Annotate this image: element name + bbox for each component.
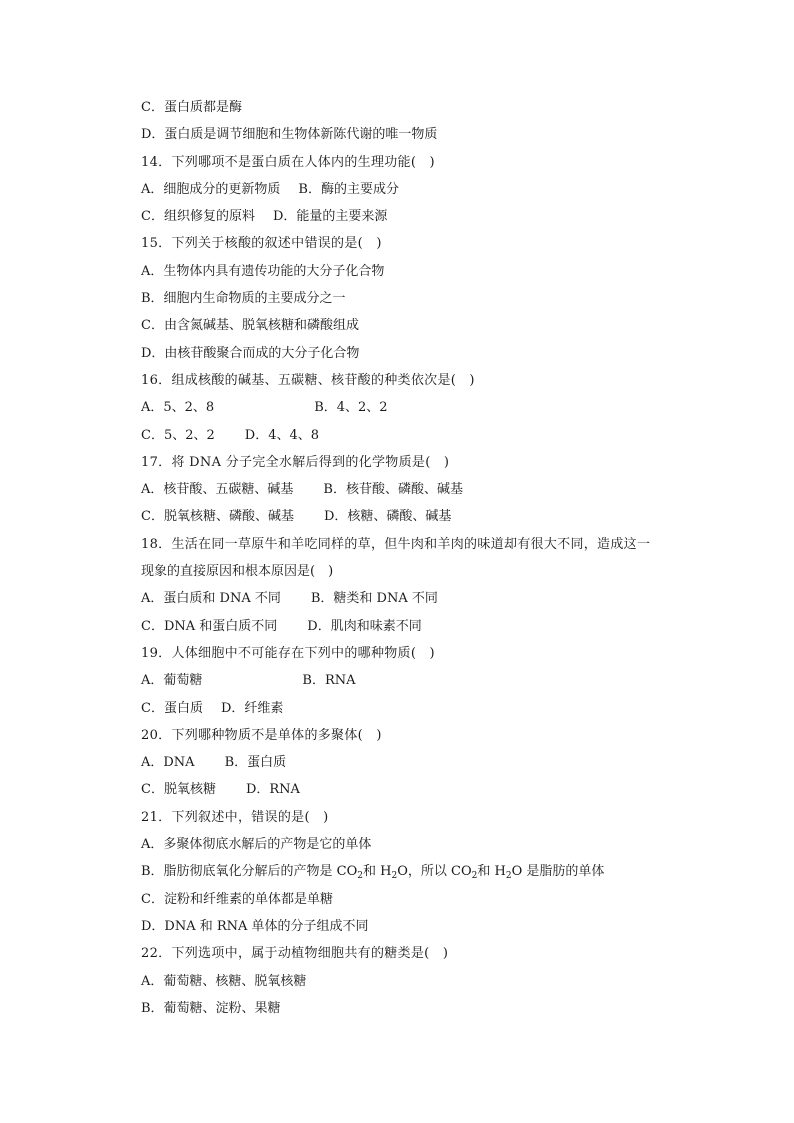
q13-option-c: C．蛋白质都是酶 xyxy=(141,100,242,115)
q18-option-b: B．糖类和 DNA 不同 xyxy=(310,591,438,607)
q20-option-a: A．DNA xyxy=(141,755,195,771)
q21-option-b-text-4: 和 H xyxy=(477,864,506,880)
q21-option-b-subscript-3: 2 xyxy=(471,871,478,882)
q13-option-d: D．蛋白质是调节细胞和生物体新陈代谢的唯一物质 xyxy=(141,127,438,143)
q20-option-c: C．脱氧核糖 xyxy=(141,782,216,798)
q21-option-c: C．淀粉和纤维素的单体都是单糖 xyxy=(141,891,333,907)
q18-option-d: D．肌肉和味素不同 xyxy=(307,618,422,634)
q14-option-b: B．酶的主要成分 xyxy=(298,181,399,197)
q16-options-ab xyxy=(141,394,701,421)
q21-option-b-subscript-1: 2 xyxy=(357,871,364,882)
q22-stem: 22．下列选项中，属于动植物细胞共有的糖类是( ) xyxy=(141,946,449,962)
q22-option-b: B．葡萄糖、淀粉、果糖 xyxy=(141,1000,281,1016)
q19-option-c: C．蛋白质 xyxy=(141,700,203,716)
q17-options-cd xyxy=(141,503,701,530)
q14-options-ab xyxy=(141,176,701,203)
q17-option-c: C．脱氧核糖、磷酸、碱基 xyxy=(141,509,294,525)
q16-option-c: C．5、2、2 xyxy=(141,427,215,443)
q15-option-d: D．由核苷酸聚合而成的大分子化合物 xyxy=(141,345,360,361)
q19-option-d: D．纤维素 xyxy=(220,700,284,716)
q18-stem-line-2: 现象的直接原因和根本原因是( ) xyxy=(141,564,334,580)
q21-option-d: D．DNA 和 RNA 单体的分子组成不同 xyxy=(141,918,369,934)
q21-option-b-subscript-4: 2 xyxy=(505,871,512,882)
q21-option-a: A．多聚体彻底水解后的产物是它的单体 xyxy=(141,837,372,853)
q21-option-b-subscript-2: 2 xyxy=(391,871,398,882)
q16-option-a: A．5、2、8 xyxy=(141,400,215,416)
q19-stem: 19．人体细胞中不可能存在下列中的哪种物质( ) xyxy=(141,645,435,661)
q15-option-c: C．由含氮碱基、脱氧核糖和磷酸组成 xyxy=(141,318,359,334)
q22-option-a: A．葡萄糖、核糖、脱氧核糖 xyxy=(141,973,307,989)
q17-option-b: B．核苷酸、磷酸、碱基 xyxy=(323,482,463,498)
q21-option-b-text-5: O 是脂肪的单体 xyxy=(511,864,605,880)
q14-option-c: C．组织修复的原料 xyxy=(141,209,255,225)
q19-option-b: B．RNA xyxy=(302,673,356,689)
q14-option-d: D．能量的主要来源 xyxy=(272,209,388,225)
q18-stem-line-1: 18．生活在同一草原牛和羊吃同样的草，但牛肉和羊肉的味道却有很大不同，造成这一 xyxy=(141,536,651,552)
q14-stem: 14．下列哪项不是蛋白质在人体内的生理功能( ) xyxy=(141,154,435,170)
q14-option-a: A．细胞成分的更新物质 xyxy=(141,181,281,197)
q17-option-d: D．核糖、磷酸、碱基 xyxy=(323,509,452,525)
q17-option-a: A．核苷酸、五碳糖、碱基 xyxy=(141,482,294,498)
q21-option-b-text-1: B．脂肪彻底氧化分解后的产物是 CO xyxy=(141,864,358,880)
q21-option-b xyxy=(141,858,701,885)
q19-options-cd xyxy=(141,695,701,722)
q14-options-cd xyxy=(141,203,701,230)
q21-stem: 21．下列叙述中，错误的是( ) xyxy=(141,809,329,825)
q19-options-ab xyxy=(141,667,701,694)
q19-option-a: A．葡萄糖 xyxy=(141,673,203,689)
q16-option-b: B．4、2、2 xyxy=(314,400,388,416)
q20-stem: 20．下列哪种物质不是单体的多聚体( ) xyxy=(141,727,382,743)
q15-stem: 15．下列关于核酸的叙述中错误的是( ) xyxy=(141,236,382,252)
q16-option-d: D．4、4、8 xyxy=(244,427,320,443)
q17-stem: 17．将 DNA 分子完全水解后得到的化学物质是( ) xyxy=(141,454,450,470)
q18-option-a: A．蛋白质和 DNA 不同 xyxy=(141,591,281,607)
q21-option-b-text-2: 和 H xyxy=(363,864,392,880)
q20-options-cd xyxy=(141,776,701,803)
q15-option-a: A．生物体内具有遗传功能的大分子化合物 xyxy=(141,263,385,279)
q17-options-ab xyxy=(141,476,701,503)
q18-options-ab xyxy=(141,585,701,612)
q18-option-c: C．DNA 和蛋白质不同 xyxy=(141,618,278,634)
question-list xyxy=(141,94,701,1022)
q18-options-cd xyxy=(141,613,701,640)
q20-option-d: D．RNA xyxy=(245,782,300,798)
q20-option-b: B．蛋白质 xyxy=(224,755,287,771)
q20-options-ab xyxy=(141,749,701,776)
q16-options-cd xyxy=(141,422,701,449)
q21-option-b-text-3: O，所以 CO xyxy=(397,864,472,880)
q15-option-b: B．细胞内生命物质的主要成分之一 xyxy=(141,291,346,307)
q16-stem: 16．组成核酸的碱基、五碳糖、核苷酸的种类依次是( ) xyxy=(141,372,475,388)
